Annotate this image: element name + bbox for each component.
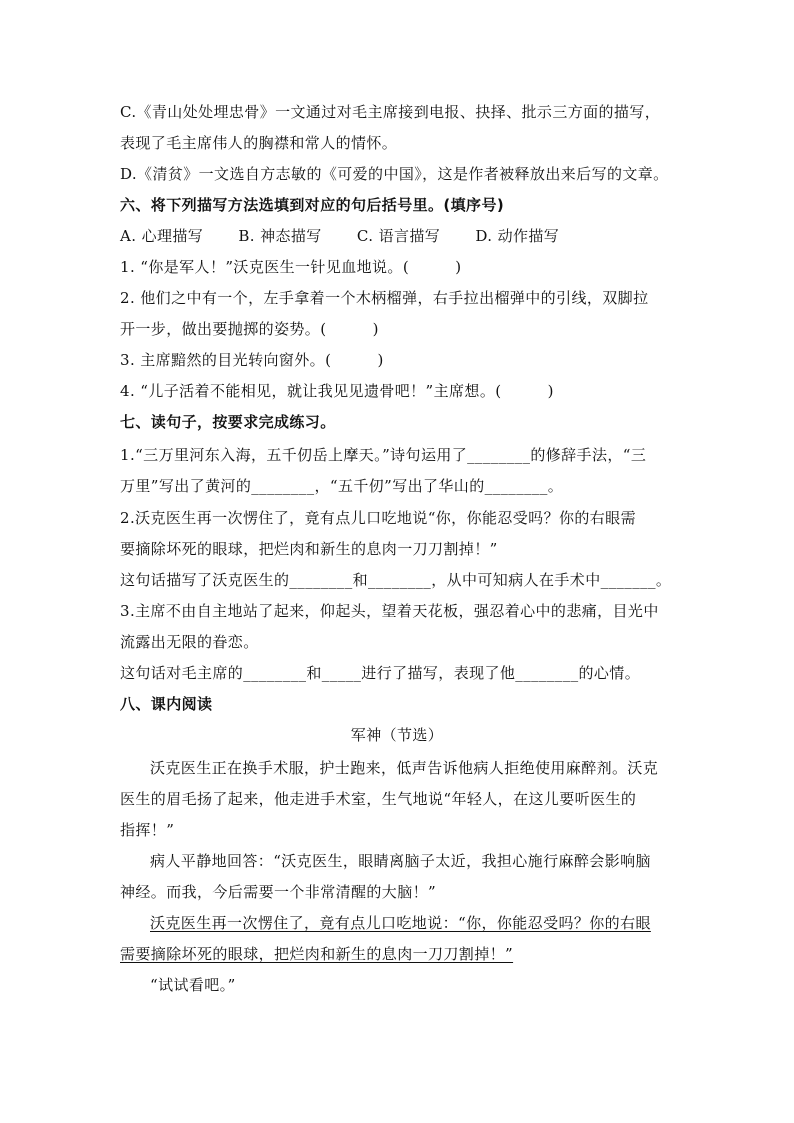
paragraph-1-line-3: 指挥！” <box>120 821 175 839</box>
section-6-options <box>120 225 680 247</box>
paragraph-4: “试试看吧。” <box>150 976 236 994</box>
paragraph-1-line-1: 沃克医生正在换手术服，护士跑来，低声告诉他病人拒绝使用麻醉剂。沃克 <box>150 759 659 777</box>
section-7-q2-line-2: 要摘除坏死的眼球，把烂肉和新生的息肉一刀刀割掉！” <box>120 540 498 558</box>
section-6-title: 六、将下列描写方法选填到对应的句后括号里。(填序号) <box>120 196 505 214</box>
section-7-q3-line-2: 流露出无限的眷恋。 <box>120 633 259 651</box>
option-c-line-1: C.《青山处处埋忠骨》一文通过对毛主席接到电报、抉择、批示三方面的描写， <box>120 103 661 121</box>
option-a: A. 心理描写 <box>120 227 204 245</box>
paragraph-3-line-2-underlined: 需要摘除坏死的眼球，把烂肉和新生的息肉一刀刀割掉！” <box>120 945 514 963</box>
paragraph-1-line-2: 医生的眉毛扬了起来，他走进手术室，生气地说“年轻人，在这儿要听医生的 <box>120 790 637 808</box>
section-6-question-1: 1. “你是军人！”沃克医生一针见血地说。( ) <box>120 258 462 276</box>
section-7-q2-prompt: 这句话描写了沃克医生的________和________，从中可知病人在手术中_______。 <box>120 571 672 589</box>
section-6-question-3: 3. 主席黯然的目光转向窗外。( ) <box>120 351 384 369</box>
section-7-q2-line-1: 2.沃克医生再一次愣住了，竟有点儿口吃地说“你，你能忍受吗？你的右眼需 <box>120 509 636 527</box>
paragraph-2-line-1: 病人平静地回答：“沃克医生，眼睛离脑子太近，我担心施行麻醉会影响脑 <box>150 852 651 870</box>
section-7-q3-line-1: 3.主席不由自主地站了起来，仰起头，望着天花板，强忍着心中的悲痛，目光中 <box>120 602 659 620</box>
option-b: B. 神态描写 <box>238 227 322 245</box>
section-6-question-4: 4. “儿子活着不能相见，就让我见见遗骨吧！”主席想。( ) <box>120 382 554 400</box>
section-7-title: 七、读句子，按要求完成练习。 <box>120 413 336 431</box>
option-d-line: D.《清贫》一文选自方志敏的《可爱的中国》，这是作者被释放出来后写的文章。 <box>120 165 669 183</box>
section-6-question-2-line-2: 开一步，做出要抛掷的姿势。( ) <box>120 320 379 338</box>
article-title: 军神（节选） <box>350 726 444 744</box>
paragraph-3-line-1-underlined: 沃克医生再一次愣住了，竟有点儿口吃地说：“你，你能忍受吗？你的右眼 <box>150 914 651 932</box>
section-8-title: 八、课内阅读 <box>120 695 213 713</box>
option-c-line-2: 表现了毛主席伟人的胸襟和常人的情怀。 <box>120 134 398 152</box>
option-d: D. 动作描写 <box>475 227 560 245</box>
option-c: C. 语言描写 <box>356 227 441 245</box>
section-6-question-2-line-1: 2. 他们之中有一个，左手拿着一个木柄榴弹，右手拉出榴弹中的引线，双脚拉 <box>120 289 649 307</box>
section-7-q1-line-1: 1.“三万里河东入海，五千仞岳上摩天。”诗句运用了________的修辞手法，“三 <box>120 446 647 464</box>
section-7-q3-prompt: 这句话对毛主席的________和_____进行了描写，表现了他________的心情。 <box>120 664 641 682</box>
section-7-q1-line-2: 万里”写出了黄河的________，“五千仞”写出了华山的________。 <box>120 477 564 495</box>
paragraph-2-line-2: 神经。而我，今后需要一个非常清醒的大脑！” <box>120 883 437 901</box>
